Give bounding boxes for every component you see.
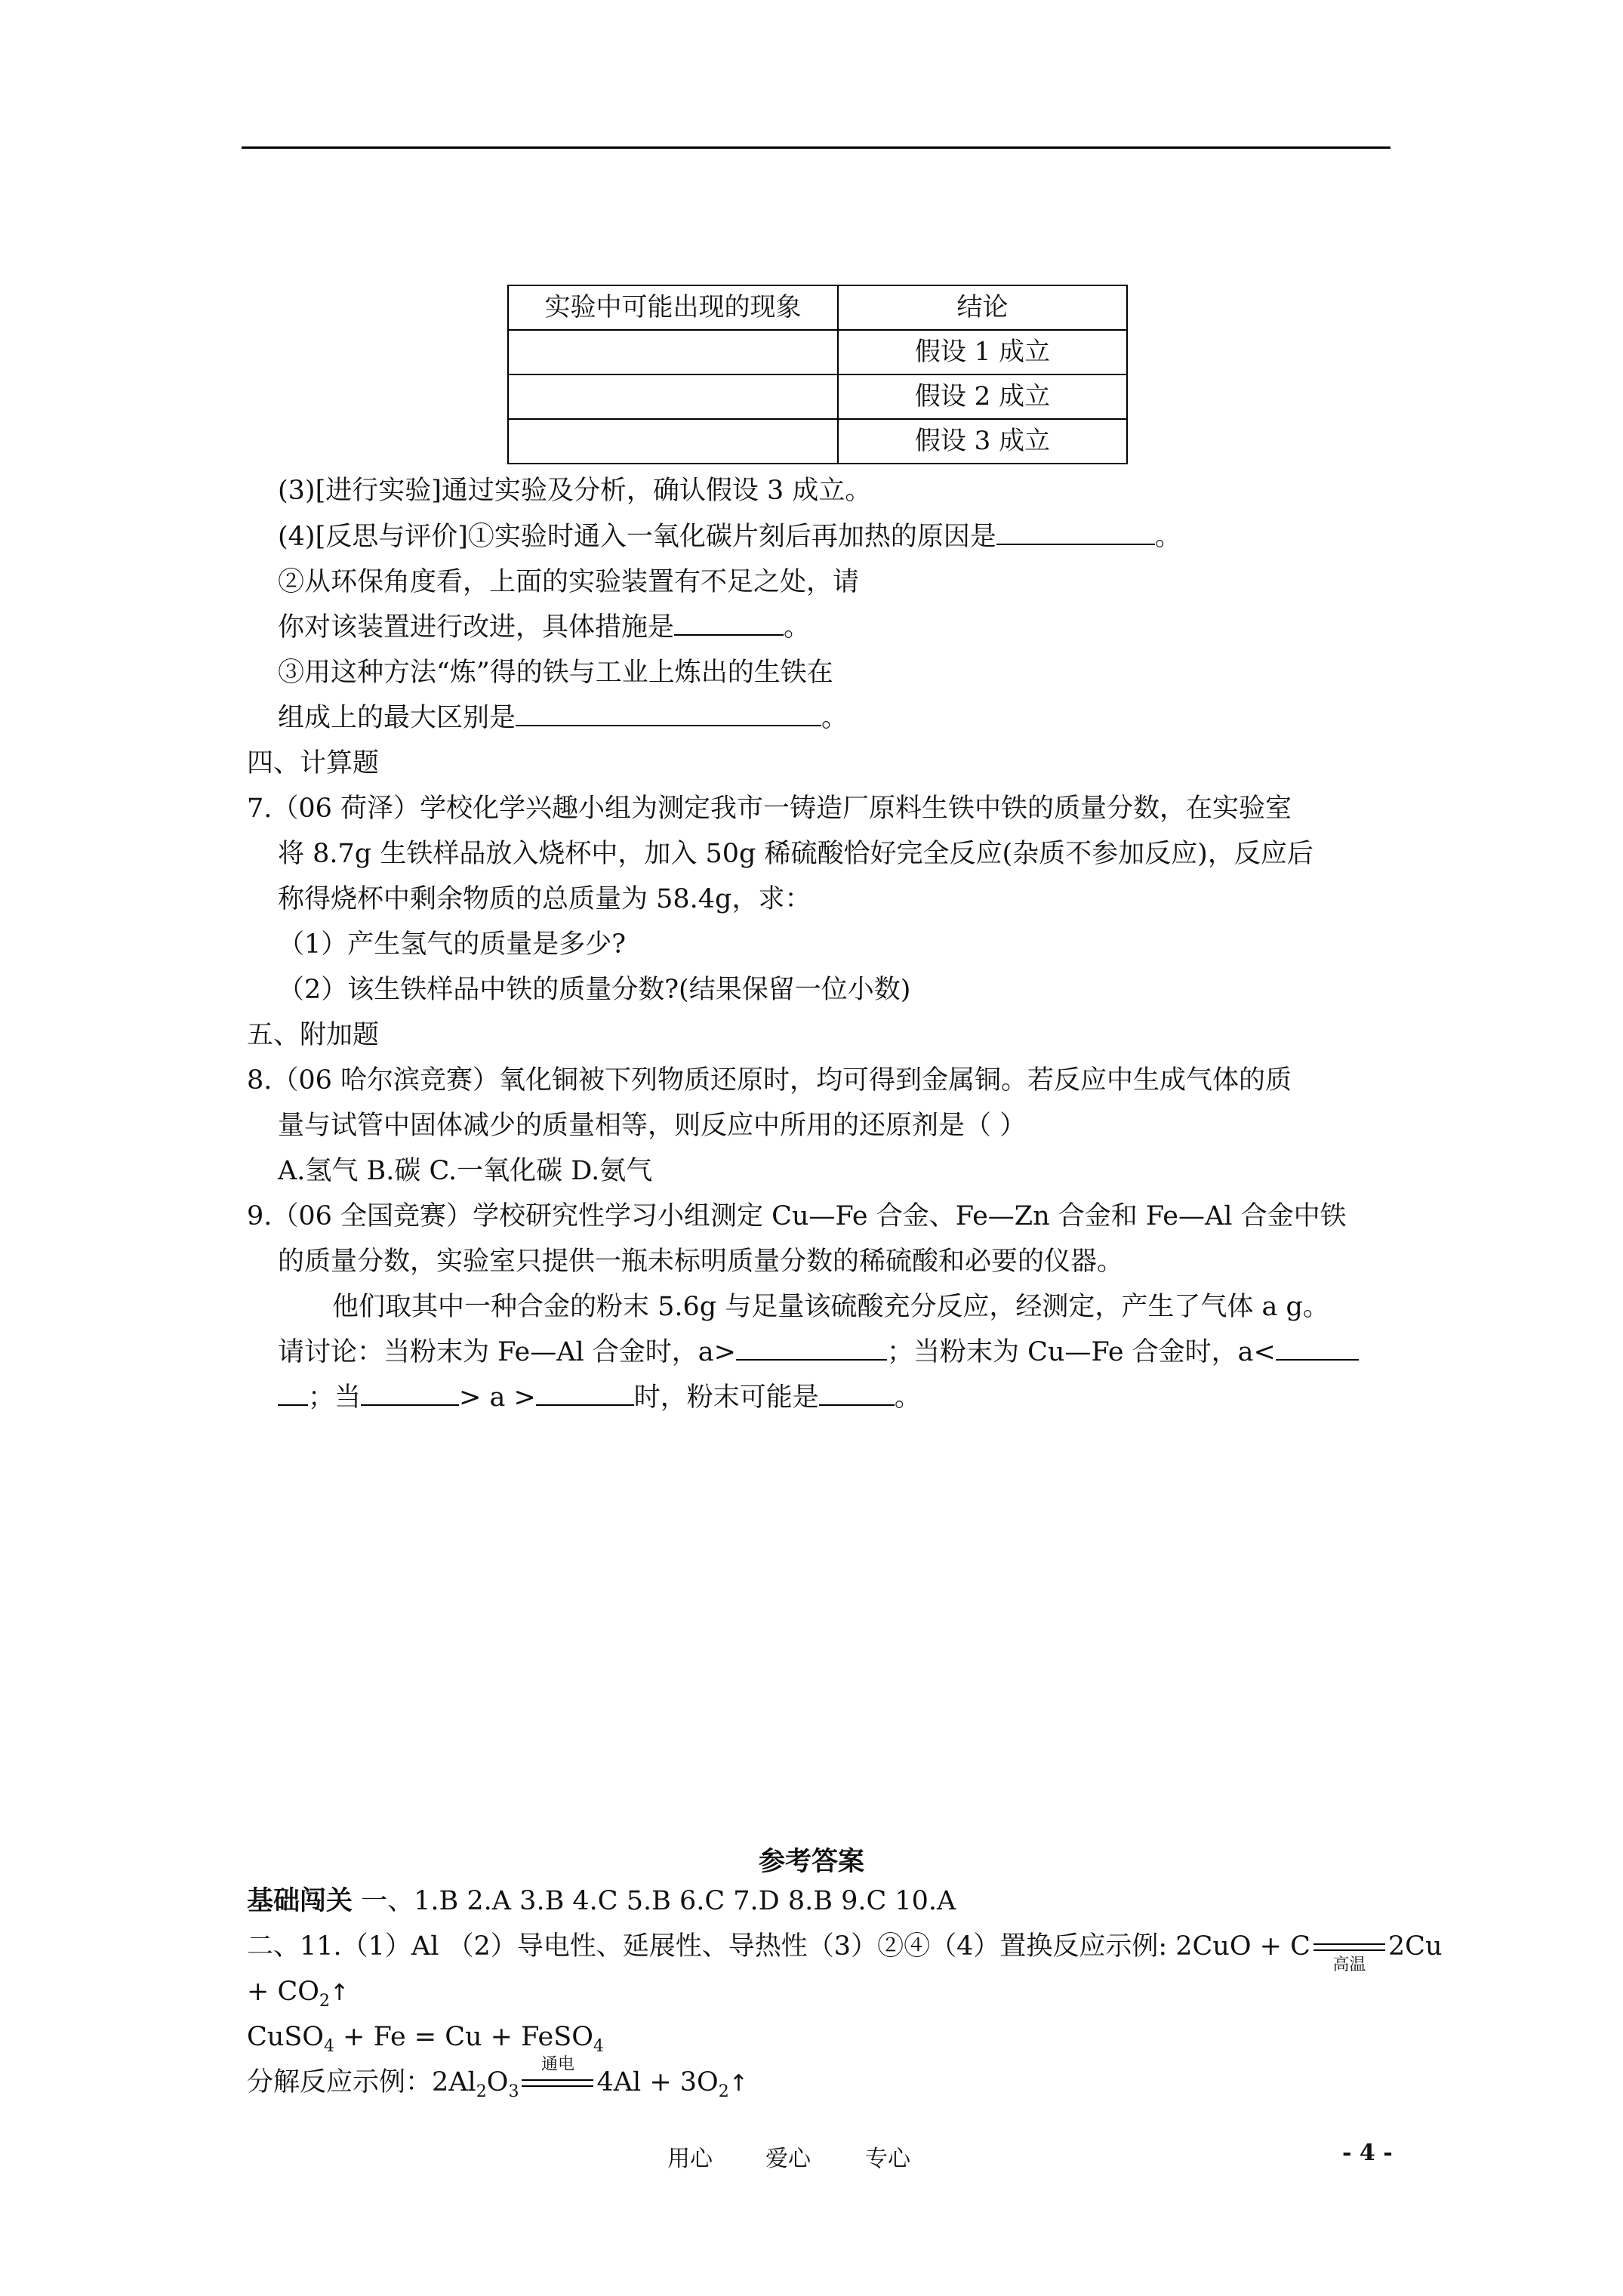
q8-line1: 8.（06 哈尔滨竞赛）氧化铜被下列物质还原时，均可得到金属铜。若反应中生成气体的质 [247, 1065, 1292, 1096]
q9-line1: 9.（06 全国竞赛）学校研究性学习小组测定 Cu—Fe 合金、Fe—Zn 合金和 Fe—Al 合金中铁 [247, 1201, 1347, 1231]
improve-line [278, 609, 810, 646]
condition-label: 高温 [1332, 1955, 1366, 1974]
answers-basic-list: 一、1.B 2.A 3.B 4.C 5.B 6.C 7.D 8.B 9.C 10.A [353, 1886, 956, 1916]
q9-text: ；当 [308, 1382, 362, 1413]
composition-line [278, 699, 848, 737]
formula-text: O [486, 2067, 509, 2097]
subscript: 2 [319, 1992, 330, 2011]
q9-text: > a > [459, 1382, 536, 1413]
reaction-condition [522, 2054, 593, 2091]
gas-arrow-icon: ↑ [329, 1980, 350, 2006]
q7-line3: 称得烧杯中剩余物质的总质量为 58.4g，求： [278, 884, 812, 914]
table-header-phenomenon: 实验中可能出现的现象 [508, 285, 838, 330]
punct: 。 [894, 1382, 921, 1413]
table-row [508, 330, 1127, 374]
answers-basic [247, 1882, 956, 1920]
formula-text: 4Al + 3O [596, 2067, 719, 2097]
step3-line: (3)[进行实验]通过实验及分析，确认假设 3 成立。 [278, 476, 872, 506]
step4-line [278, 518, 1181, 556]
punct: 。 [1154, 522, 1181, 552]
answer-blank [361, 1379, 459, 1406]
q7-line1: 7.（06 荷泽）学校化学兴趣小组为测定我市一铸造厂原料生铁中铁的质量分数，在实验室 [247, 794, 1292, 824]
table-header-row [508, 285, 1127, 330]
table-cell-conclusion: 假设 3 成立 [838, 419, 1127, 464]
formula-text: CuSO [247, 2022, 324, 2052]
q9-line4 [278, 1333, 1359, 1371]
improve-text: 你对该装置进行改进，具体措施是 [278, 612, 675, 643]
punct: 。 [821, 703, 848, 733]
answer-decomposition [247, 2054, 748, 2103]
answer-blank [736, 1333, 887, 1361]
q9-line5 [278, 1379, 921, 1416]
footer-item: 爱心 [765, 2146, 811, 2172]
section-extra-heading: 五、附加题 [247, 1020, 380, 1050]
q9-text: 时，粉末可能是 [633, 1382, 819, 1413]
answer-cuso4 [247, 2018, 604, 2056]
step4-text: (4)[反思与评价]①实验时通入一氧化碳片刻后再加热的原因是 [278, 522, 996, 552]
compare-line: ③用这种方法“炼”得的铁与工业上炼出的生铁在 [278, 658, 833, 688]
co2-text: + CO [247, 1977, 319, 2007]
q9-text: 请讨论：当粉末为 Fe—Al 合金时，a> [278, 1337, 736, 1367]
q7-line2: 将 8.7g 生铁样品放入烧杯中，加入 50g 稀硫酸恰好完全反应(杂质不参加反应)，反应后 [278, 839, 1313, 869]
q7-sub1: （1）产生氢气的质量是多少? [278, 929, 627, 960]
punct: 。 [784, 612, 811, 643]
answers-basic-label: 基础闯关 [247, 1885, 353, 1916]
q7-sub2: （2）该生铁样品中铁的质量分数?(结果保留一位小数) [278, 975, 911, 1005]
table-cell-conclusion: 假设 2 成立 [838, 374, 1127, 419]
answer-11-co2 [247, 1973, 349, 2012]
answer-blank [536, 1379, 634, 1406]
formula-text: 分解反应示例：2Al [247, 2067, 476, 2097]
product-text: 2Cu [1387, 1931, 1443, 1962]
subscript: 4 [324, 2037, 334, 2056]
table-cell-conclusion: 假设 1 成立 [838, 330, 1127, 374]
answer-blank [674, 609, 784, 636]
q8-options: A.氢气 B.碳 C.一氧化碳 D.氨气 [278, 1156, 653, 1186]
subscript: 2 [718, 2082, 729, 2101]
env-line: ②从环保角度看，上面的实验装置有不足之处，请 [278, 567, 860, 597]
answer-11-text: 二、11.（1）Al （2）导电性、延展性、导热性（3）②④（4）置换反应示例: 2CuO + C [247, 1931, 1310, 1962]
gas-arrow-icon: ↑ [728, 2070, 748, 2097]
table-header-conclusion: 结论 [838, 285, 1127, 330]
page-number: - 4 - [1342, 2140, 1393, 2166]
hypothesis-table [507, 285, 1128, 464]
header-rule [242, 146, 1390, 149]
table-cell-phenomenon [508, 419, 838, 464]
reaction-condition [1313, 1940, 1385, 1974]
answer-blank [1276, 1333, 1359, 1361]
q8-line2: 量与试管中固体减少的质量相等，则反应中所用的还原剂是（ ） [278, 1111, 1027, 1141]
footer-item: 用心 [667, 2146, 713, 2172]
subscript: 2 [476, 2082, 487, 2101]
q9-text: ；当粉末为 Cu—Fe 合金时，a< [887, 1337, 1276, 1367]
section-calc-heading: 四、计算题 [247, 748, 380, 778]
subscript: 3 [508, 2082, 519, 2101]
footer-item: 专心 [865, 2146, 910, 2172]
answers-title: 参考答案 [758, 1846, 864, 1877]
answer-11 [247, 1928, 1443, 1974]
table-row [508, 419, 1127, 464]
table-row [508, 374, 1127, 419]
table-cell-phenomenon [508, 330, 838, 374]
q9-line2: 的质量分数，实验室只提供一瓶未标明质量分数的稀硫酸和必要的仪器。 [278, 1247, 1124, 1277]
formula-text: + Fe = Cu + FeSO [334, 2022, 593, 2052]
composition-text: 组成上的最大区别是 [278, 703, 516, 733]
table-cell-phenomenon [508, 374, 838, 419]
subscript: 4 [593, 2037, 604, 2056]
answer-blank [819, 1379, 895, 1406]
answer-blank [516, 699, 821, 726]
condition-label: 通电 [540, 2054, 574, 2074]
q9-line3: 他们取其中一种合金的粉末 5.6g 与足量该硫酸充分反应，经测定，产生了气体 a g。 [332, 1292, 1329, 1322]
answer-blank [278, 1379, 308, 1406]
answer-blank [996, 518, 1155, 545]
